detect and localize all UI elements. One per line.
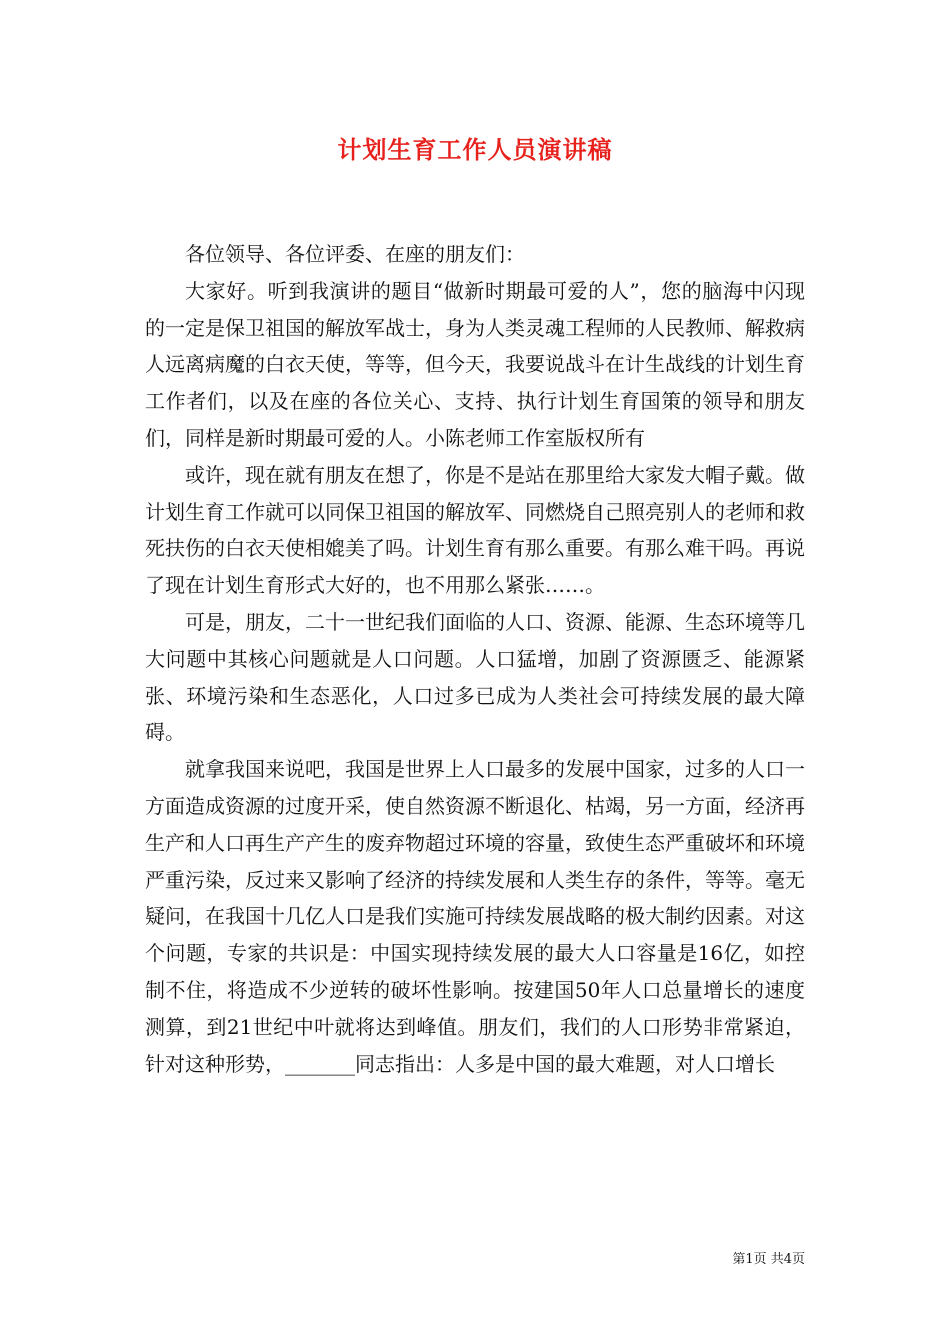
paragraph-2: 或许，现在就有朋友在想了，你是不是站在那里给大家发大帽子戴。做计划生育工作就可以同保卫祖国的解放军、同燃烧自己照亮别人的老师和救死扶伤的白衣天使相媲美了吗。计划生育有那么重要。有那么难干吗。再说了现在计划生育形式大好的，也不用那么紧张……。 xyxy=(145,462,805,598)
document-body xyxy=(145,236,805,1082)
paragraph-3: 可是，朋友，二十一世纪我们面临的人口、资源、能源、生态环境等几大问题中其核心问题就是人口问题。人口猛增，加剧了资源匮乏、能源紧张、环境污染和生态恶化，人口过多已成为人类社会可持续发展的最大障碍。 xyxy=(145,609,805,745)
page-number: 第1页 共4页 xyxy=(732,1252,805,1267)
document-title: 计划生育工作人员演讲稿 xyxy=(337,136,613,164)
paragraph-1: 大家好。听到我演讲的题目“做新时期最可爱的人”，您的脑海中闪现的一定是保卫祖国的解放军战士，身为人类灵魂工程师的人民教师、解救病人远离病魔的白衣天使，等等，但今天，我要说战斗在计生战线的计划生育工作者们，以及在座的各位关心、支持、执行计划生育国策的领导和朋友们，同样是新时期最可爱的人。小陈老师工作室版权所有 xyxy=(145,278,805,450)
salutation: 各位领导、各位评委、在座的朋友们： xyxy=(185,242,525,266)
paragraph-4: 就拿我国来说吧，我国是世界上人口最多的发展中国家，过多的人口一方面造成资源的过度开采，使自然资源不断退化、枯竭，另一方面，经济再生产和人口再生产产生的废弃物超过环境的容量，致使生态严重破坏和环境严重污染，反过来又影响了经济的持续发展和人类生存的条件，等等。毫无疑问，在我国十几亿人口是我们实施可持续发展战略的极大制约因素。对这个问题，专家的共识是：中国实现持续发展的最大人口容量是16亿，如控制不住，将造成不少逆转的破坏性影响。按建国50年人口总量增长的速度测算，到21世纪中叶就将达到峰值。朋友们，我们的人口形势非常紧迫，针对这种形势，_______同志指出：人多是中国的最大难题，对人口增长 xyxy=(145,757,805,1076)
